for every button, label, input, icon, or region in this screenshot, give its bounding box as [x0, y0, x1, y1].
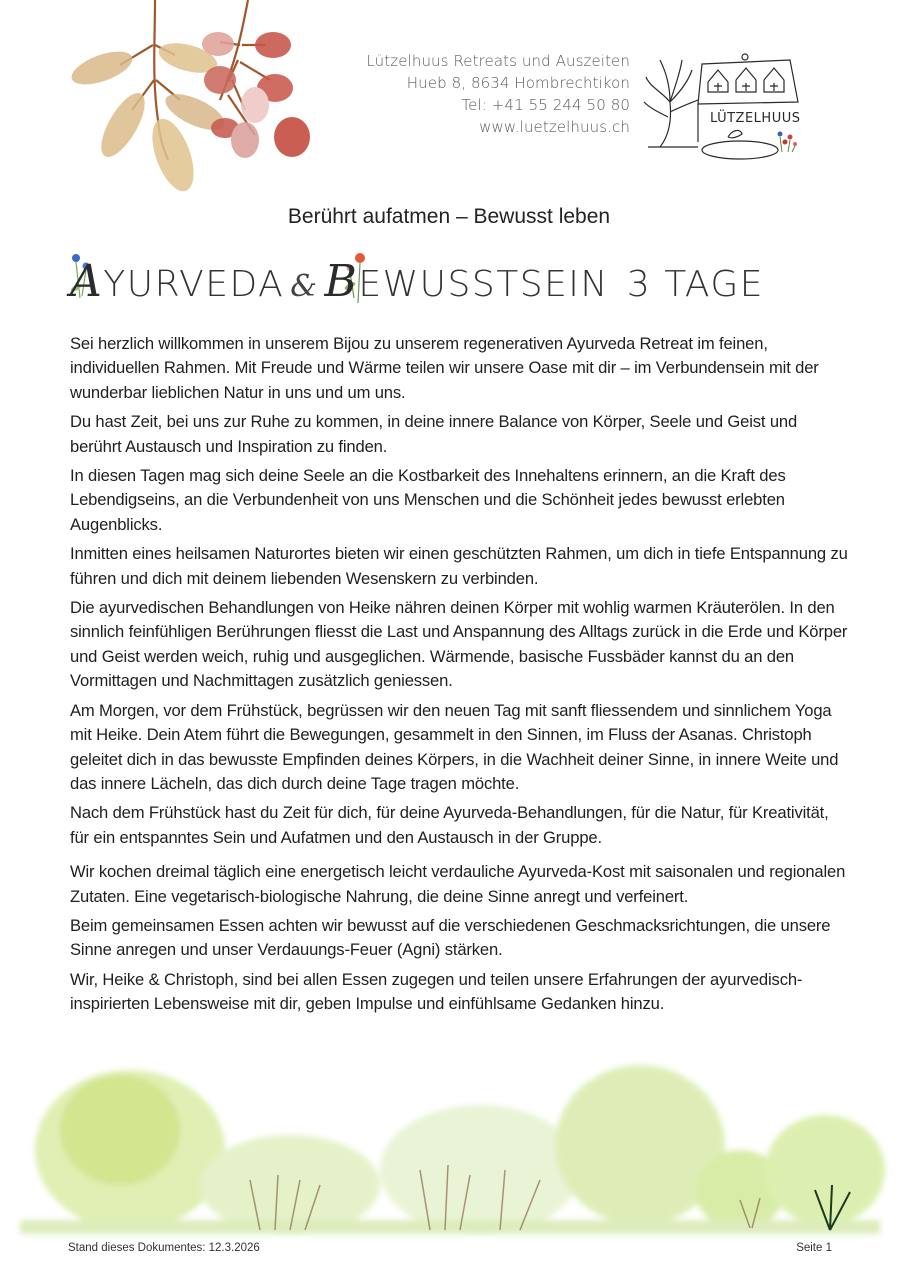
- website-link[interactable]: www.luetzelhuus.ch: [479, 118, 630, 136]
- contact-info: [366, 50, 630, 138]
- title-duration: 3 TAGE: [626, 264, 765, 305]
- paragraph: Du hast Zeit, bei uns zur Ruhe zu kommen, in deine innere Balance von Körper, Seele und Geist und berührt Austausch und Inspiration zu finden.: [70, 412, 798, 456]
- house-tree-logo-icon: [640, 42, 820, 162]
- phone-number: Tel: +41 55 244 50 80: [461, 96, 630, 114]
- organization-name: Lützelhuus Retreats und Auszeiten: [366, 52, 630, 70]
- paragraph: Inmitten eines heilsamen Naturortes bieten wir einen geschützten Rahmen, um dich in tiefe Entspannung zu führen und dich mit deinem liebenden Wesenskern zu verbinden.: [70, 544, 848, 588]
- retreat-title: [70, 248, 810, 308]
- svg-text:LÜTZELHUUS: LÜTZELHUUS: [710, 111, 801, 126]
- paragraph: Am Morgen, vor dem Frühstück, begrüssen wir den neuen Tag mit sanft fliessendem und sinnlichem Yoga mit Heike. Dein Atem führt die Bewegungen, gesammelt in den Sinnen, im Fluss der Asanas. Christoph geleitet dich in das bewusste Empfinden deines Körpers, in die Wachheit deiner Sinne, in innere Weite und das innere Lächeln, das dich durch deine Tage tragen möchte.: [70, 700, 839, 793]
- document-date: Stand dieses Dokumentes: 12.3.2026: [68, 1242, 260, 1254]
- tagline: [0, 205, 900, 229]
- address: Hueb 8, 8634 Hombrechtikon: [406, 74, 630, 92]
- page-footer: [68, 1242, 832, 1254]
- paragraph: Die ayurvedischen Behandlungen von Heike nähren deinen Körper mit wohlig warmen Kräuterölen. In den sinnlich feinfühligen Berührungen fliesst die Last und Anspannung des Alltags zurück in die Erde und Körper und Geist werden weich, ruhig und ausgeglichen. Wärmende, basische Fussbäder kannst du an den Vormittagen und Nachmittagen zusätzlich geniessen.: [70, 598, 848, 691]
- title-word-ayurveda: YURVEDA: [103, 264, 285, 305]
- paragraph: Wir kochen dreimal täglich eine energetisch leicht verdauliche Ayurveda-Kost mit saisonalen und regionalen Zutaten. Eine vegetarisch-biologische Nahrung, die deine Sinne anregt und verfeinert.: [70, 862, 846, 906]
- watercolor-leaves-icon: [60, 0, 320, 200]
- paragraph: Sei herzlich willkommen in unserem Bijou zu unserem regenerativen Ayurveda Retreat im feinen, individuellen Rahmen. Mit Freude und Wärme teilen wir unsere Oase mit dir – im Verbundensein mit der wunderbar lieblichen Natur in uns und um uns.: [70, 334, 819, 402]
- paragraph: Beim gemeinsamen Essen achten wir bewusst auf die verschiedenen Geschmacksrichtungen, die unsere Sinne anregen und unser Verdauungs-Feuer (Agni) stärken.: [70, 915, 831, 960]
- title-word-bewusstsein: EWUSSTSEIN: [358, 264, 609, 305]
- paragraph: In diesen Tagen mag sich deine Seele an die Kostbarkeit des Innehaltens erinnern, an die Kraft des Lebendigseins, an die Verbundenheit von uns Menschen und die Schönheit jedes bewusst erlebten Augenblicks.: [70, 466, 786, 534]
- watercolor-trees-icon: [0, 1060, 900, 1240]
- page-number: Seite 1: [796, 1242, 832, 1254]
- tagline-text: Berührt aufatmen – Bewusst leben: [287, 205, 611, 228]
- paragraph: Wir, Heike & Christoph, sind bei allen Essen zugegen und teilen unsere Erfahrungen der ayurvedisch-inspirierten Lebensweise mit dir, geben Impulse und einfühlsame Gedanken hinzu.: [70, 969, 803, 1014]
- title-initial-a: A: [70, 256, 104, 307]
- title-initial-b: B: [324, 256, 359, 307]
- body-text: [70, 332, 850, 1022]
- title-text: [70, 256, 764, 307]
- paragraph: Nach dem Frühstück hast du Zeit für dich, für deine Ayurveda-Behandlungen, für die Natur, für Kreativität, für ein entspanntes Sein und Aufatmen und den Austausch in der Gruppe.: [70, 803, 829, 847]
- title-ampersand: &: [290, 269, 319, 304]
